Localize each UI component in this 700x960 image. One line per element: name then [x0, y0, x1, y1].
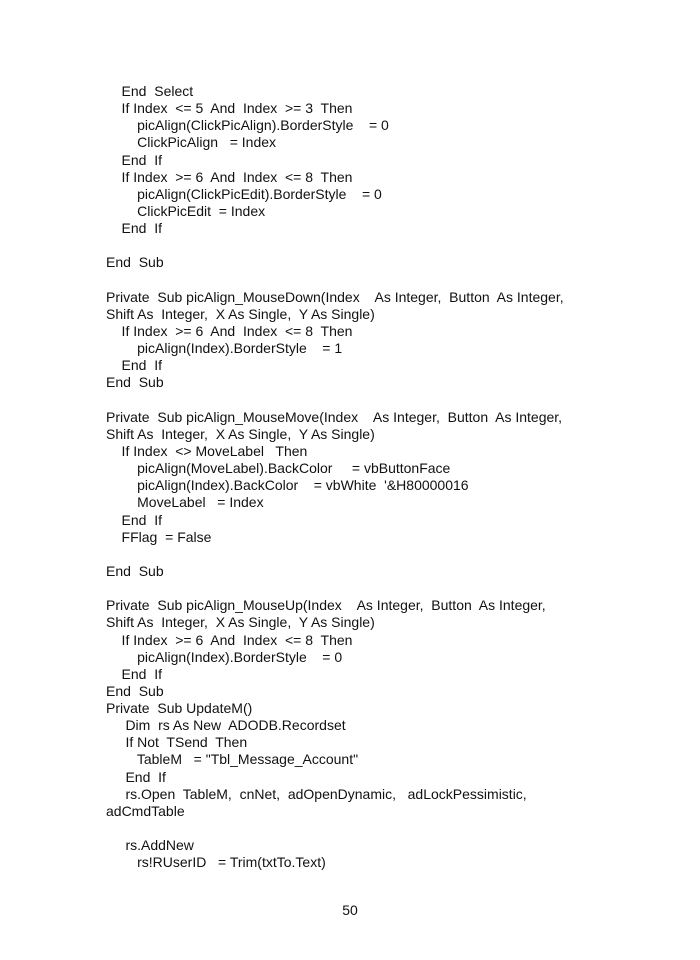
code-line: Private Sub picAlign_MouseDown(Index As Integer, Button As Integer,: [106, 288, 564, 305]
code-line: picAlign(Index).BorderStyle = 0: [106, 648, 343, 665]
code-line: End Sub: [106, 254, 164, 271]
code-line: If Index >= 6 And Index <= 8 Then: [106, 168, 353, 185]
code-line: adCmdTable: [106, 802, 185, 819]
code-line: If Index <= 5 And Index >= 3 Then: [106, 100, 353, 117]
code-line: picAlign(MoveLabel).BackColor = vbButtonFace: [106, 460, 451, 477]
code-line: [106, 272, 606, 289]
code-line: Shift As Integer, X As Single, Y As Single): [106, 425, 375, 442]
code-line: End If: [106, 511, 163, 528]
code-line: rs!RUserID = Trim(txtTo.Text): [106, 854, 326, 871]
code-line: ClickPicAlign = Index: [106, 134, 277, 151]
code-line: picAlign(Index).BackColor = vbWhite '&H80000016: [106, 477, 469, 494]
code-line: End If: [106, 151, 163, 168]
code-line: End If: [106, 357, 163, 374]
code-line: If Index >= 6 And Index <= 8 Then: [106, 631, 353, 648]
code-line: [106, 820, 606, 837]
code-line: MoveLabel = Index: [106, 494, 264, 511]
page-number: 50: [342, 902, 358, 918]
code-line: End Sub: [106, 682, 164, 699]
code-line: End If: [106, 220, 163, 237]
code-line: End If: [106, 665, 163, 682]
code-line: End Sub: [106, 374, 164, 391]
code-line: [106, 237, 606, 254]
code-line: Private Sub picAlign_MouseUp(Index As Integer, Button As Integer,: [106, 597, 546, 614]
code-line: TableM = "Tbl_Message_Account": [106, 751, 359, 768]
code-line: rs.Open TableM, cnNet, adOpenDynamic, adLockPessimistic,: [106, 785, 527, 802]
code-line: ClickPicEdit = Index: [106, 202, 266, 219]
code-line: End Select: [106, 83, 194, 99]
code-line: If Not TSend Then: [106, 734, 248, 751]
code-line: [106, 580, 606, 597]
code-line: picAlign(ClickPicAlign).BorderStyle = 0: [106, 117, 389, 134]
code-line: End If: [106, 768, 166, 785]
code-line: FFlag = False: [106, 528, 212, 545]
code-line: picAlign(ClickPicEdit).BorderStyle = 0: [106, 185, 382, 202]
code-line: Private Sub UpdateM(): [106, 700, 253, 717]
code-line: picAlign(Index).BorderStyle = 1: [106, 340, 343, 357]
code-line: Shift As Integer, X As Single, Y As Single): [106, 614, 375, 631]
code-line: rs.AddNew: [106, 837, 194, 854]
code-line: If Index <> MoveLabel Then: [106, 442, 308, 459]
code-listing: [106, 83, 606, 871]
code-line: End Sub: [106, 562, 164, 579]
code-line: Private Sub picAlign_MouseMove(Index As Integer, Button As Integer,: [106, 408, 563, 425]
code-line: Dim rs As New ADODB.Recordset: [106, 717, 346, 734]
code-line: Shift As Integer, X As Single, Y As Single): [106, 305, 375, 322]
code-line: If Index >= 6 And Index <= 8 Then: [106, 322, 353, 339]
code-line: [106, 546, 606, 563]
code-line: [106, 392, 606, 409]
